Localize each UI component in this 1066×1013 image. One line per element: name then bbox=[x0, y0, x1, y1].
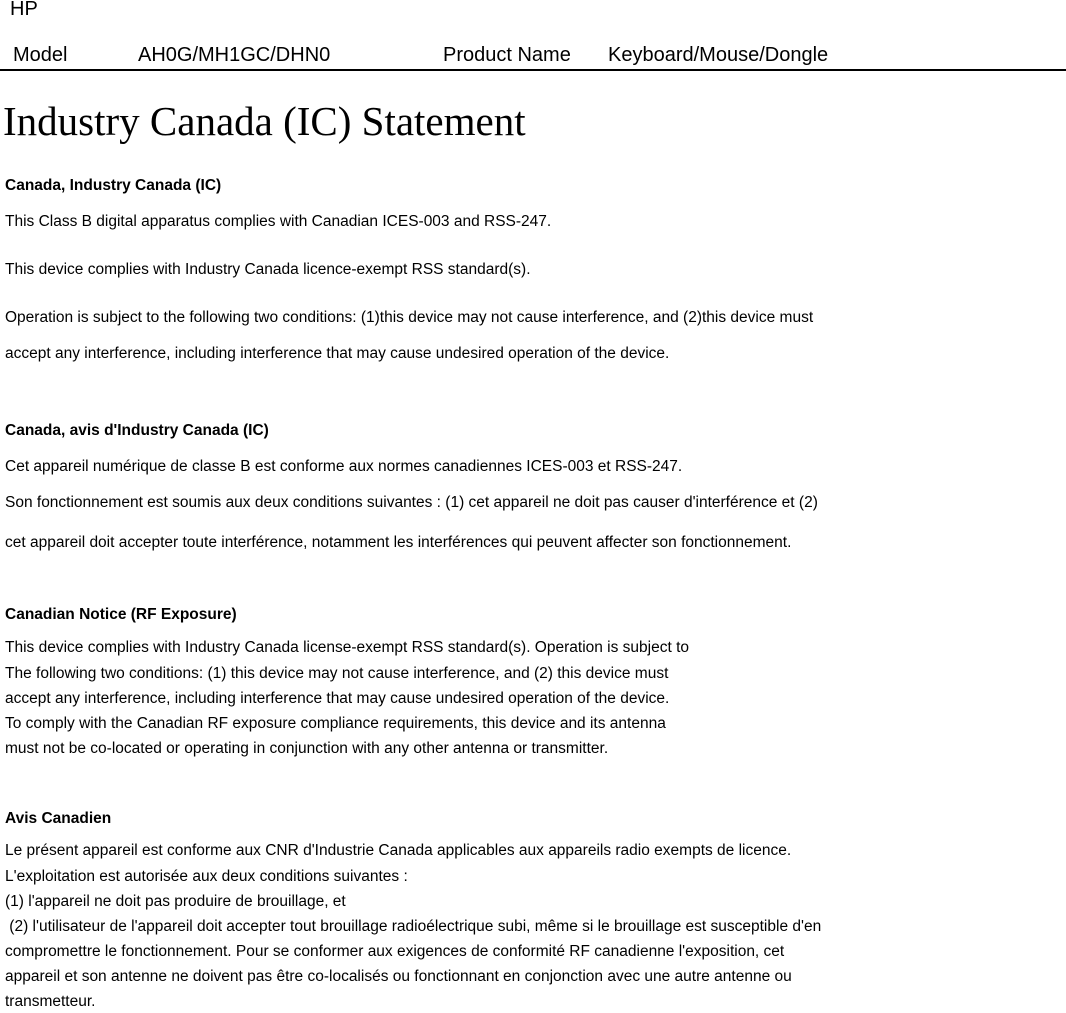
text-line: The following two conditions: (1) this device may not cause interference, and (2) this device must bbox=[5, 665, 669, 682]
product-name-value: Keyboard/Mouse/Dongle bbox=[608, 44, 829, 66]
text-line: To comply with the Canadian RF exposure compliance requirements, this device and its antenna bbox=[5, 715, 666, 732]
text-line: (1) l'appareil ne doit pas produire de brouillage, et bbox=[5, 893, 346, 910]
product-name-label: Product Name bbox=[443, 44, 571, 66]
text-line: Operation is subject to the following two conditions: (1)this device may not cause interference, and (2)this device must bbox=[5, 309, 814, 326]
text-line: (2) l'utilisateur de l'appareil doit accepter tout brouillage radioélectrique subi, même si le brouillage est susceptible d'en bbox=[5, 918, 822, 935]
text-line: compromettre le fonctionnement. Pour se conformer aux exigences de conformité RF canadienne l'exposition, cet bbox=[5, 943, 785, 960]
text-line: Son fonctionnement est soumis aux deux conditions suivantes : (1) cet appareil ne doit pas causer d'interférence et (2) bbox=[5, 494, 818, 511]
text-line: This Class B digital apparatus complies with Canadian ICES-003 and RSS-247. bbox=[5, 213, 552, 230]
text-line: Le présent appareil est conforme aux CNR d'Industrie Canada applicables aux appareils radio exempts de licence. bbox=[5, 842, 792, 859]
section-heading-avis-ic: Canada, avis d'Industry Canada (IC) bbox=[5, 422, 269, 439]
page-title: Industry Canada (IC) Statement bbox=[3, 98, 526, 144]
text-line: This device complies with Industry Canada license-exempt RSS standard(s). Operation is subject to bbox=[5, 639, 690, 656]
model-value: AH0G/MH1GC/DHN0 bbox=[138, 44, 331, 66]
text-line: appareil et son antenne ne doivent pas être co-localisés ou fonctionnant en conjonction avec une autre antenne ou bbox=[5, 968, 792, 985]
text-line: cet appareil doit accepter toute interférence, notamment les interférences qui peuvent affecter son fonctionnement. bbox=[5, 534, 792, 551]
model-label: Model bbox=[13, 44, 68, 66]
brand-name: HP bbox=[10, 0, 38, 20]
header-divider bbox=[0, 69, 1066, 71]
text-line: Cet appareil numérique de classe B est conforme aux normes canadiennes ICES-003 et RSS-247. bbox=[5, 458, 683, 475]
section-heading-rf-exposure: Canadian Notice (RF Exposure) bbox=[5, 606, 237, 623]
text-line: This device complies with Industry Canada licence-exempt RSS standard(s). bbox=[5, 261, 531, 278]
text-line: must not be co-located or operating in conjunction with any other antenna or transmitter. bbox=[5, 740, 609, 757]
section-heading-ic: Canada, Industry Canada (IC) bbox=[5, 177, 222, 194]
text-line: transmetteur. bbox=[5, 993, 96, 1010]
section-heading-avis-canadien: Avis Canadien bbox=[5, 810, 112, 827]
text-line: accept any interference, including interference that may cause undesired operation of the device. bbox=[5, 345, 670, 362]
text-line: L'exploitation est autorisée aux deux conditions suivantes : bbox=[5, 868, 408, 885]
text-line: accept any interference, including interference that may cause undesired operation of the device. bbox=[5, 690, 670, 707]
